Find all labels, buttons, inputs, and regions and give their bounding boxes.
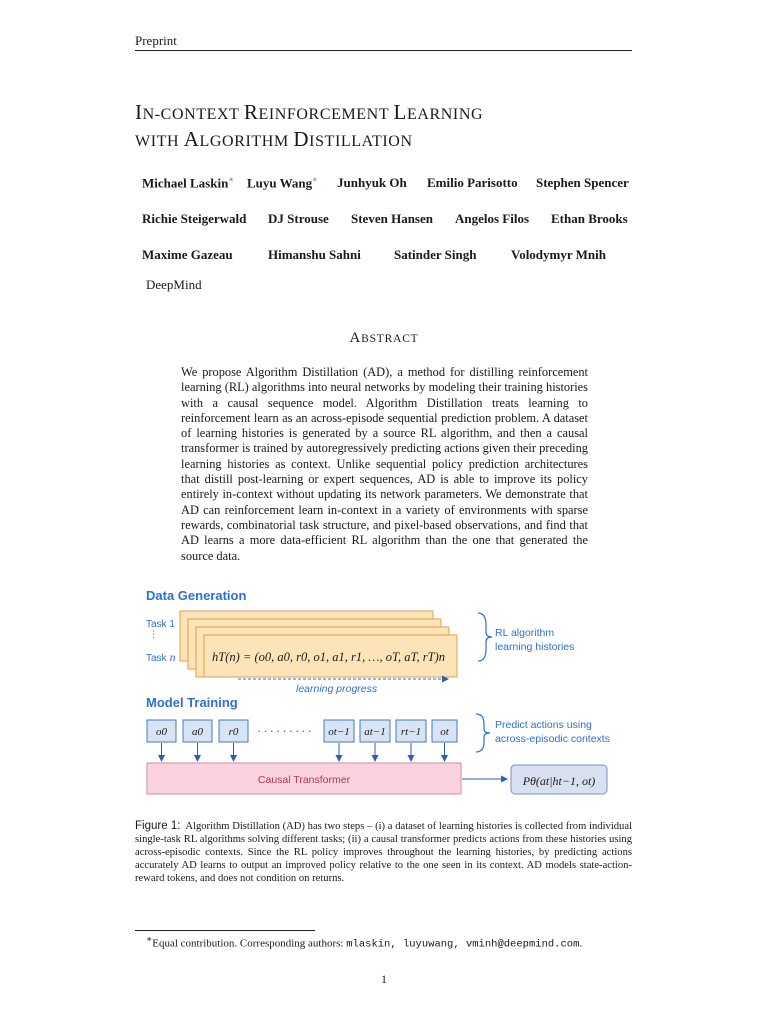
page-number: 1	[381, 972, 387, 986]
figure-1-diagram	[0, 580, 768, 810]
author-name: Ethan Brooks	[551, 211, 628, 226]
equal-contribution-mark: ∗	[228, 175, 234, 184]
author-name: Richie Steigerwald	[142, 211, 247, 226]
title-word-rest: ISTILLATION	[309, 133, 413, 150]
footnote-rule	[135, 930, 315, 931]
author-name: DJ Strouse	[268, 211, 329, 226]
title-word-cap: A	[183, 127, 200, 151]
causal-transformer-label: Causal Transformer	[257, 774, 351, 786]
token-label: r0	[228, 726, 239, 738]
author-name: Angelos Filos	[455, 211, 530, 226]
paper-title-line-1	[135, 100, 483, 125]
equal-contribution-mark: ∗	[312, 175, 318, 184]
token-label: a0	[192, 726, 203, 738]
predict-note-line-1: Predict actions using	[495, 719, 592, 731]
token-label: rt−1	[400, 726, 422, 738]
title-word-rest: EINFORCEMENT	[258, 106, 394, 123]
author-name: Emilio Parisotto	[427, 175, 518, 190]
author-name: Himanshu Sahni	[268, 247, 361, 262]
author-name	[247, 175, 318, 191]
token-label: o0	[156, 726, 167, 738]
author-name: Maxime Gazeau	[142, 247, 233, 262]
author-name	[142, 175, 234, 191]
abstract-heading	[0, 329, 768, 347]
title-word-cap: D	[293, 127, 310, 151]
title-word-cap: R	[243, 100, 259, 124]
footnote-mark: ∗	[146, 934, 153, 944]
learning-progress-label: learning progress	[296, 683, 378, 695]
author-name-text: Michael Laskin	[142, 175, 229, 191]
vertical-dots: ⋮	[149, 629, 158, 639]
abstract-body: We propose Algorithm Distillation (AD), a method for distilling reinforcement learning (RL) algorithms into neural networks by modeling their training histories with a causal sequence model. Algorithm Distillation treats learning to reinforcement learn as an across-episode sequential prediction problem. A dataset of learning histories is generated by a source RL algorithm, and then a causal transformer is trained by autoregressively predicting actions given their preceding learning histories as context. Unlike sequential policy prediction architectures that distill post-learning or expert sequences, AD is able to improve its policy entirely in-context without updating its network parameters. We demonstrate that AD can reinforcement learn in-context in a variety of environments with sparse rewards, combinatorial task structure, and pixel-based observations, and find that AD learns a more data-efficient RL algorithm than the one that generated the source data.	[181, 365, 588, 563]
rl-note-line-1: RL algorithm	[495, 627, 555, 639]
author-name: Satinder Singh	[394, 247, 477, 262]
author-name: Stephen Spencer	[536, 175, 629, 190]
title-word-cap: I	[135, 100, 143, 124]
caption-text: Algorithm Distillation (AD) has two steps – (i) a dataset of learning histories is collected from individual single-task RL algorithms solving different tasks; (ii) a causal transformer predicts actions from these histories using across-episodic contexts. Since the RL policy improves throughout the learning histories, by predicting actions accurately AD learns to output an improved policy relative to the one seen in its context. AD models state-action-reward tokens, and does not condition on returns.	[135, 821, 633, 885]
author-name: Junhyuk Oh	[337, 175, 407, 190]
title-word-rest: WITH	[135, 133, 184, 150]
data-generation-heading: Data Generation	[146, 588, 247, 603]
paper-title-line-2	[135, 127, 413, 152]
abstract-heading-cap: A	[349, 330, 362, 346]
task-n-var: n	[169, 650, 176, 664]
figure-label: Figure 1:	[135, 820, 181, 832]
ellipsis-dots: ·········	[257, 723, 314, 738]
author-name-text: Luyu Wang	[247, 175, 313, 191]
footnote-emails: mlaskin, luyuwang, vminh@deepmind.com	[346, 938, 580, 951]
token-label: at−1	[364, 726, 386, 738]
author-name: Steven Hansen	[351, 211, 433, 226]
model-training-heading: Model Training	[146, 695, 238, 710]
footnote	[146, 934, 582, 951]
title-word-rest: N-CONTEXT	[142, 106, 244, 123]
title-word-rest: EARNING	[406, 106, 484, 123]
token-label: ot	[440, 726, 449, 738]
running-header: Preprint	[135, 33, 177, 48]
abstract-heading-rest: BSTRACT	[361, 333, 419, 345]
predict-brace	[476, 714, 490, 752]
header-rule	[135, 50, 632, 51]
figure-caption	[135, 820, 632, 885]
footnote-end: .	[579, 937, 583, 950]
footnote-text: Equal contribution. Corresponding authors:	[152, 937, 347, 950]
affiliation: DeepMind	[146, 277, 202, 292]
history-equation: hT(n) = (o0, a0, r0, o1, a1, r1, …, oT, aT, rT)n	[212, 650, 445, 664]
author-name: Volodymyr Mnih	[511, 247, 606, 262]
rl-note-line-2: learning histories	[495, 641, 575, 653]
token-label: ot−1	[328, 726, 350, 738]
rl-history-brace	[478, 613, 492, 661]
task-1-label: Task 1	[146, 619, 175, 630]
predict-note-line-2: across-episodic contexts	[495, 733, 610, 745]
task-n-text: Task	[146, 653, 167, 664]
policy-output-formula: Pθ(at|ht−1, ot)	[522, 774, 596, 788]
title-word-cap: L	[393, 100, 407, 124]
task-n-label	[146, 650, 176, 664]
title-word-rest: LGORITHM	[199, 133, 294, 150]
